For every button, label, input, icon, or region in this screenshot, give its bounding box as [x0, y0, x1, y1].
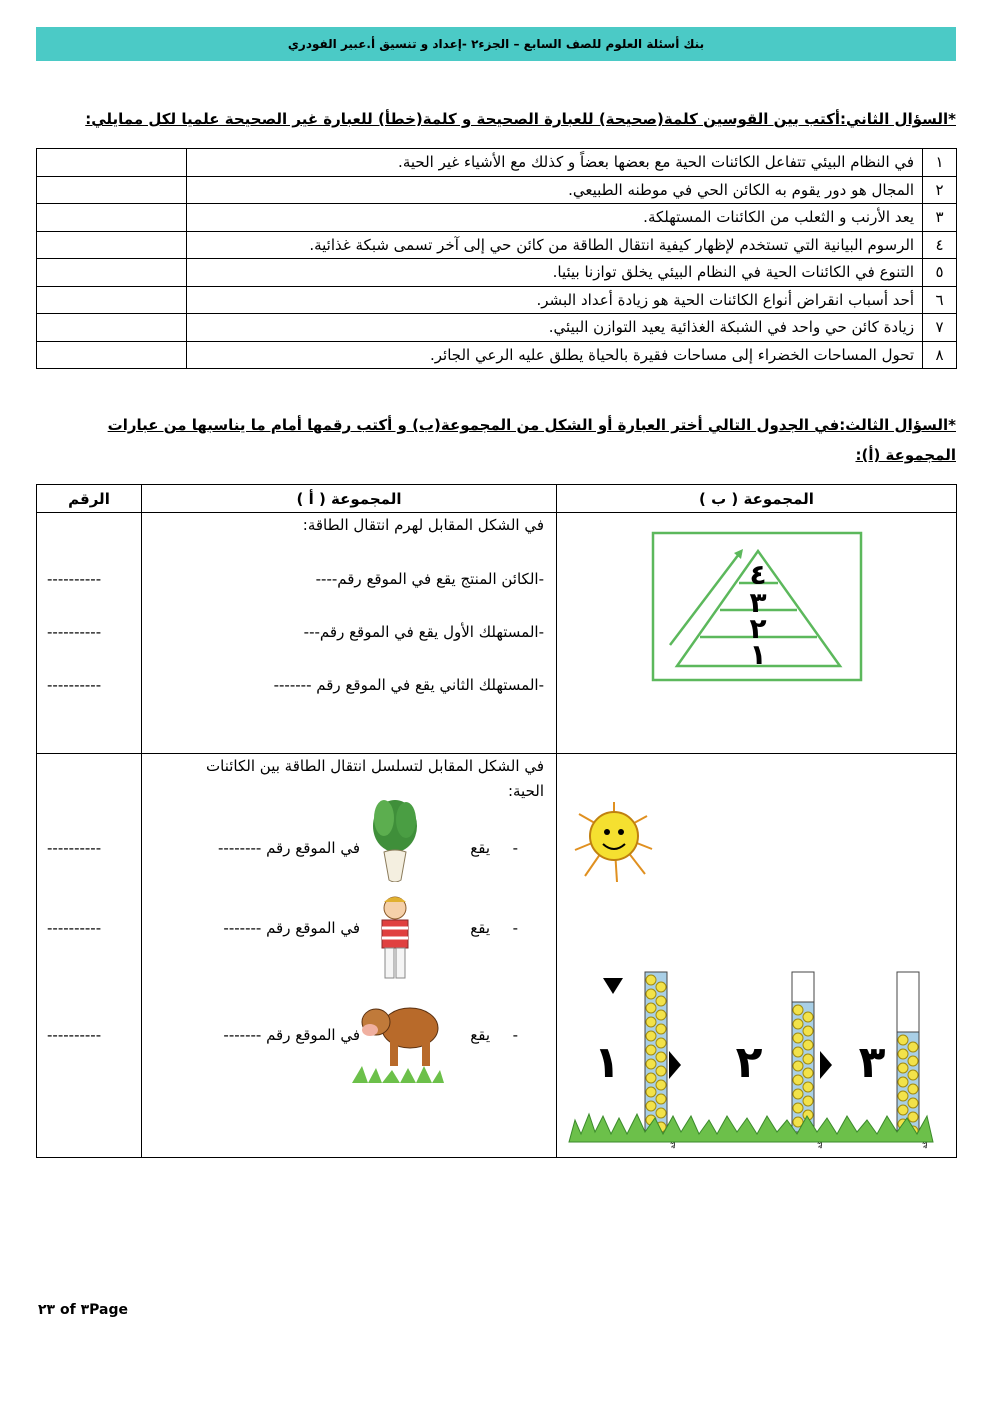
statement-number: ٥ [923, 259, 957, 287]
chain-arrow-icon [669, 1051, 681, 1079]
pyramid-level-3: ٣ [749, 586, 767, 619]
statement-number: ٦ [923, 286, 957, 314]
page-header [36, 27, 956, 61]
plant-icon [368, 796, 422, 882]
question3-title-line2: المجموعة (أ): [855, 446, 956, 464]
statement-row [37, 314, 957, 342]
chain-arrow-icon [820, 1051, 832, 1079]
chain-item-text: في الموقع رقم ------- [223, 1026, 360, 1044]
grass-strip [569, 1114, 933, 1142]
statement-text: يعد الأرنب و الثعلب من الكائنات المستهلكة. [187, 204, 923, 232]
statement-text: زيادة كائن حي واحد في الشبكة الغذائية يعيد التوازن البيئي. [187, 314, 923, 342]
statement-row [37, 149, 957, 177]
statement-row [37, 259, 957, 287]
answer-cell[interactable] [37, 314, 187, 342]
pyramid-level-1: ١ [749, 638, 767, 671]
chain-figure-cell [557, 754, 957, 1158]
answer-cell[interactable] [37, 341, 187, 369]
question3-table [36, 484, 957, 1158]
question2-title: *السؤال الثاني:أكتب بين القوسين كلمة(صحيحة) للعبارة الصحيحة و كلمة(خطأ) للعبارة غير الصحيحة علميا لكل ممايلي: [85, 110, 956, 128]
sun-icon [575, 802, 652, 882]
statement-row [37, 286, 957, 314]
statement-number: ٨ [923, 341, 957, 369]
chain-item-prefix: - [512, 839, 518, 857]
statement-number: ٧ [923, 314, 957, 342]
statement-text: أحد أسباب انقراض أنواع الكائنات الحية هو زيادة أعداد البشر. [187, 286, 923, 314]
chain-item-verb: يقع [470, 1026, 490, 1044]
chain-position-3: ٣ [858, 1037, 886, 1088]
chain-item-text: في الموقع رقم -------- [218, 839, 360, 857]
chain-position-2: ٢ [735, 1037, 763, 1088]
chain-item-verb: يقع [470, 839, 490, 857]
statement-row [37, 231, 957, 259]
answer-cell[interactable] [37, 231, 187, 259]
answer-cell[interactable] [37, 204, 187, 232]
chain-intro-line2: الحية: [507, 782, 544, 800]
statement-number: ٤ [923, 231, 957, 259]
pyramid-answer-cell [37, 513, 142, 754]
answer-cell[interactable] [37, 259, 187, 287]
statement-text: الرسوم البيانية التي تستخدم لإظهار كيفية انتقال الطاقة من كائن حي إلى آخر تسمى شبكة غذائية. [187, 231, 923, 259]
statement-text: التنوع في الكائنات الحية في النظام البيئي يخلق توازنا بيئيا. [187, 259, 923, 287]
chain-position-1: ١ [593, 1037, 621, 1088]
answer-blank[interactable]: ---------- [47, 623, 102, 641]
answer-cell[interactable] [37, 176, 187, 204]
energy-arrow [670, 554, 739, 645]
statement-row [37, 341, 957, 369]
statement-row [37, 176, 957, 204]
energy-chain-diagram [557, 754, 956, 1158]
pyramid-level-2: ٢ [749, 612, 767, 645]
statement-text: المجال هو دور يقوم به الكائن الحي في موطنه الطبيعي. [187, 176, 923, 204]
header-title: بنك أسئلة العلوم للصف السابع – الجزء٢ -إعداد و تنسيق أ.عبير الفودري [287, 37, 705, 51]
pyramid-item: -الكائن المنتج يقع في الموقع رقم---- [315, 570, 544, 588]
chain-answer-cell [37, 754, 142, 1158]
answer-blank[interactable]: ---------- [47, 570, 102, 588]
pyramid-intro: في الشكل المقابل لهرم انتقال الطاقة: [302, 516, 544, 534]
statement-number: ٣ [923, 204, 957, 232]
sun-arrow-icon [603, 978, 623, 994]
pyramid-level-4: ٤ [749, 558, 767, 591]
chain-item-prefix: - [512, 919, 518, 937]
statement-number: ١ [923, 149, 957, 177]
header-group-b: المجموعة ( ب ) [557, 485, 957, 513]
pyramid-item: -المستهلك الأول يقع في الموقع رقم--- [303, 623, 544, 641]
statement-number: ٢ [923, 176, 957, 204]
answer-blank[interactable]: ---------- [47, 676, 102, 694]
header-num: الرقم [37, 485, 142, 513]
energy-pyramid-diagram [557, 513, 956, 754]
answer-blank[interactable]: ---------- [47, 919, 102, 937]
page-footer: ٢٣ of ٣Page [38, 1302, 128, 1318]
cow-icon [352, 988, 444, 1088]
pyramid-figure-cell [557, 513, 957, 754]
answer-blank[interactable]: ---------- [47, 1026, 102, 1044]
statement-text: في النظام البيئي تتفاعل الكائنات الحية مع بعضها بعضاً و كذلك مع الأشياء غير الحية. [187, 149, 923, 177]
question2-table [36, 148, 957, 369]
human-icon [368, 892, 422, 988]
answer-blank[interactable]: ---------- [47, 839, 102, 857]
chain-intro-line1: في الشكل المقابل لتسلسل انتقال الطاقة بين الكائنات [206, 757, 544, 775]
question3-title-line1: *السؤال الثالث:في الجدول التالي أختر العبارة أو الشكل من المجموعة(ب) و أكتب رقمها أمام ما يناسبها من عبارات [107, 416, 956, 434]
answer-cell[interactable] [37, 149, 187, 177]
chain-statements-cell [142, 754, 557, 1158]
chain-item-prefix: - [512, 1026, 518, 1044]
statement-text: تحول المساحات الخضراء إلى مساحات فقيرة بالحياة يطلق عليه الرعي الجائر. [187, 341, 923, 369]
pyramid-item: -المستهلك الثاني يقع في الموقع رقم ------- [273, 676, 544, 694]
pyramid-statements-cell [142, 513, 557, 754]
answer-cell[interactable] [37, 286, 187, 314]
statement-row [37, 204, 957, 232]
header-group-a: المجموعة ( أ ) [142, 485, 557, 513]
chain-item-text: في الموقع رقم ------- [223, 919, 360, 937]
chain-item-verb: يقع [470, 919, 490, 937]
